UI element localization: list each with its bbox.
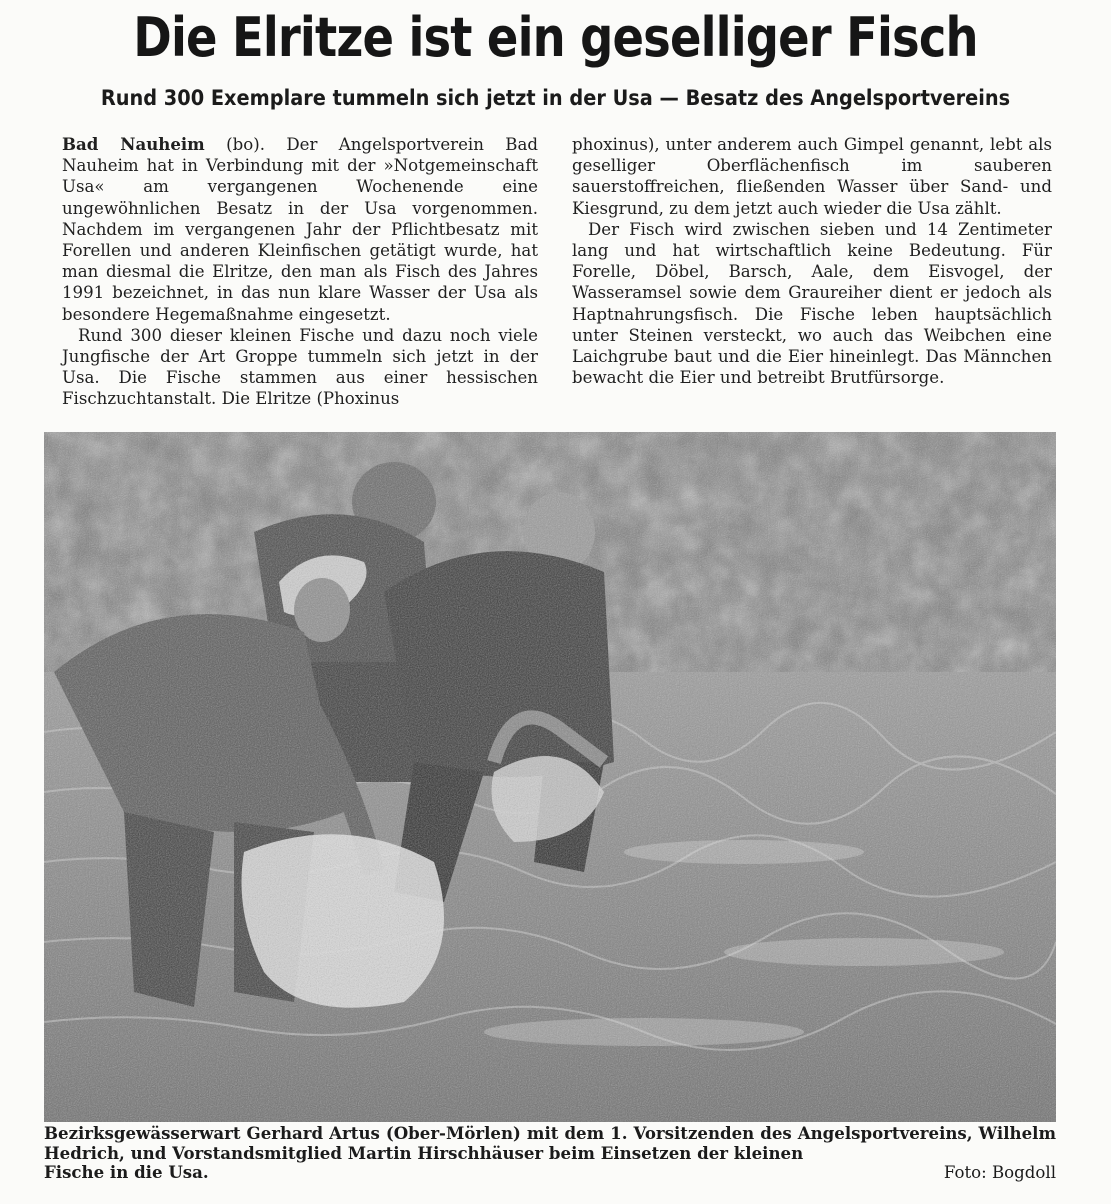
article-paragraph-2: Rund 300 dieser kleinen Fische und dazu noch viele Jungfische der Art Groppe tummeln sich jetzt in der Usa. Die Fische stammen aus einer hessischen Fischzuchtanstalt. Die Elritze (Phoxinus xyxy=(62,325,538,409)
caption-text: Bezirksgewässerwart Gerhard Artus (Ober-Mörlen) mit dem 1. Vorsitzenden des Angelsportvereins, Wilhelm Hedrich, und Vorstandsmitglied Martin Hirschhäuser beim Einsetzen der kleinen xyxy=(44,1123,1056,1163)
headline: Die Elritze ist ein geselliger Fisch xyxy=(133,6,978,69)
article-column-left xyxy=(62,134,538,410)
article-paragraph-2-continued: phoxinus), unter anderem auch Gimpel genannt, lebt als geselliger Oberflächenfisch im sauberen sauerstoffreichen, fließenden Wasser über Sand- und Kiesgrund, zu dem jetzt auch wieder die Usa zählt. xyxy=(572,135,1052,218)
article-paragraph-1 xyxy=(62,134,538,325)
article-paragraph-1-text: (bo). Der Angelsportverein Bad Nauheim hat in Verbindung mit der »Notgemeinschaft Usa« am vergangenen Wochenende eine ungewöhnlichen Besatz in der Usa vorgenommen. Nachdem im vergangenen Jahr der Pflichtbesatz mit Forellen und anderen Kleinfischen getätigt wurde, hat man diesmal die Elritze, den man als Fisch des Jahres 1991 bezeichnet, in das nun klare Wasser der Usa als besondere Hegemaßnahme eingesetzt. xyxy=(62,135,539,324)
caption-text-end: Fische in die Usa. xyxy=(44,1162,209,1182)
article-column-right xyxy=(572,134,1052,388)
subheadline: Rund 300 Exemplare tummeln sich jetzt in der Usa — Besatz des Angelsportvereins xyxy=(100,86,1011,110)
article-paragraph-3: Der Fisch wird zwischen sieben und 14 Zentimeter lang und hat wirtschaftlich keine Bedeutung. Für Forelle, Döbel, Barsch, Aale, dem Eisvogel, der Wasseramsel sowie dem Graureiher dient er jedoch als Haptnahrungsfisch. Die Fische leben hauptsächlich unter Steinen versteckt, wo auch das Weibchen eine Laichgrube baut und die Eier hineinlegt. Das Männchen bewacht die Eier und betreibt Brutfürsorge. xyxy=(572,219,1052,388)
news-photo xyxy=(44,432,1056,1122)
photo-illustration xyxy=(44,432,1056,1122)
caption-last-line xyxy=(44,1163,1056,1183)
dateline: Bad Nauheim xyxy=(62,134,205,154)
photo-caption xyxy=(44,1124,1056,1183)
photo-credit: Foto: Bogdoll xyxy=(943,1163,1056,1182)
